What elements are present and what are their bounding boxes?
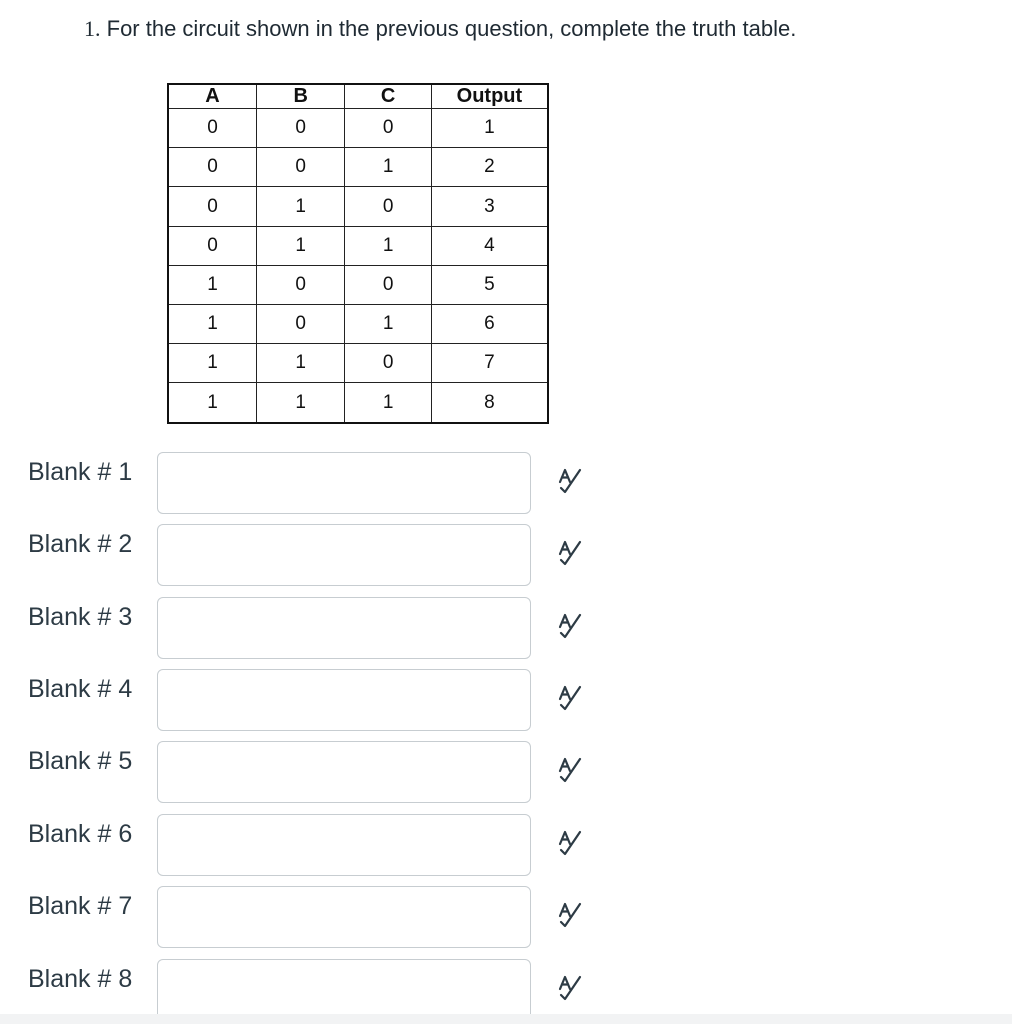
table-row [168, 109, 548, 148]
cell-b: 1 [256, 226, 344, 265]
blank-input-7[interactable] [157, 886, 531, 948]
table-row [168, 226, 548, 265]
blank-label: Blank # 6 [28, 820, 133, 848]
question-number: 1. [84, 16, 101, 41]
cell-output: 6 [431, 305, 548, 344]
cell-b: 1 [256, 344, 344, 383]
cell-c: 1 [345, 305, 431, 344]
blank-row-4 [0, 669, 1012, 733]
spell-check-icon[interactable] [554, 755, 584, 785]
blank-row-5 [0, 741, 1012, 805]
cell-a: 0 [168, 187, 256, 226]
cell-b: 0 [256, 148, 344, 187]
blank-label: Blank # 8 [28, 965, 133, 993]
table-row [168, 148, 548, 187]
cell-b: 0 [256, 109, 344, 148]
cell-a: 0 [168, 148, 256, 187]
blank-row-6 [0, 814, 1012, 878]
question-text [84, 16, 796, 42]
question-prompt: For the circuit shown in the previous question, complete the truth table. [106, 16, 797, 41]
cell-output: 5 [431, 265, 548, 304]
table-row [168, 305, 548, 344]
spell-check-icon[interactable] [554, 466, 584, 496]
cell-a: 0 [168, 226, 256, 265]
bottom-scroll-shadow [0, 1014, 1012, 1024]
blank-label: Blank # 2 [28, 530, 133, 558]
spell-check-icon[interactable] [554, 683, 584, 713]
cell-c: 1 [345, 226, 431, 265]
cell-c: 1 [345, 148, 431, 187]
spell-check-icon[interactable] [554, 828, 584, 858]
blank-label: Blank # 4 [28, 675, 133, 703]
cell-c: 0 [345, 344, 431, 383]
cell-c: 0 [345, 265, 431, 304]
table-row [168, 344, 548, 383]
cell-b: 1 [256, 187, 344, 226]
cell-output: 3 [431, 187, 548, 226]
cell-output: 2 [431, 148, 548, 187]
table-row [168, 383, 548, 423]
cell-c: 0 [345, 109, 431, 148]
blank-input-5[interactable] [157, 741, 531, 803]
cell-a: 1 [168, 383, 256, 423]
blank-input-6[interactable] [157, 814, 531, 876]
blank-row-3 [0, 597, 1012, 661]
blank-row-2 [0, 524, 1012, 588]
spell-check-icon[interactable] [554, 973, 584, 1003]
table-row [168, 187, 548, 226]
cell-b: 0 [256, 265, 344, 304]
header-b: B [256, 84, 344, 109]
cell-c: 1 [345, 383, 431, 423]
header-c: C [345, 84, 431, 109]
header-a: A [168, 84, 256, 109]
blank-input-8[interactable] [157, 959, 531, 1021]
blank-label: Blank # 1 [28, 458, 133, 486]
truth-table [167, 83, 549, 424]
blank-input-2[interactable] [157, 524, 531, 586]
cell-output: 4 [431, 226, 548, 265]
cell-a: 0 [168, 109, 256, 148]
cell-a: 1 [168, 265, 256, 304]
blank-label: Blank # 3 [28, 603, 133, 631]
spell-check-icon[interactable] [554, 900, 584, 930]
blank-input-3[interactable] [157, 597, 531, 659]
blank-label: Blank # 7 [28, 892, 133, 920]
header-output: Output [431, 84, 548, 109]
spell-check-icon[interactable] [554, 611, 584, 641]
cell-b: 1 [256, 383, 344, 423]
cell-output: 7 [431, 344, 548, 383]
blank-row-1 [0, 452, 1012, 516]
cell-output: 8 [431, 383, 548, 423]
cell-c: 0 [345, 187, 431, 226]
blank-input-1[interactable] [157, 452, 531, 514]
truth-table-header-row [168, 84, 548, 109]
table-row [168, 265, 548, 304]
spell-check-icon[interactable] [554, 538, 584, 568]
cell-output: 1 [431, 109, 548, 148]
blank-row-7 [0, 886, 1012, 950]
cell-a: 1 [168, 305, 256, 344]
cell-b: 0 [256, 305, 344, 344]
cell-a: 1 [168, 344, 256, 383]
blank-label: Blank # 5 [28, 747, 133, 775]
blank-input-4[interactable] [157, 669, 531, 731]
